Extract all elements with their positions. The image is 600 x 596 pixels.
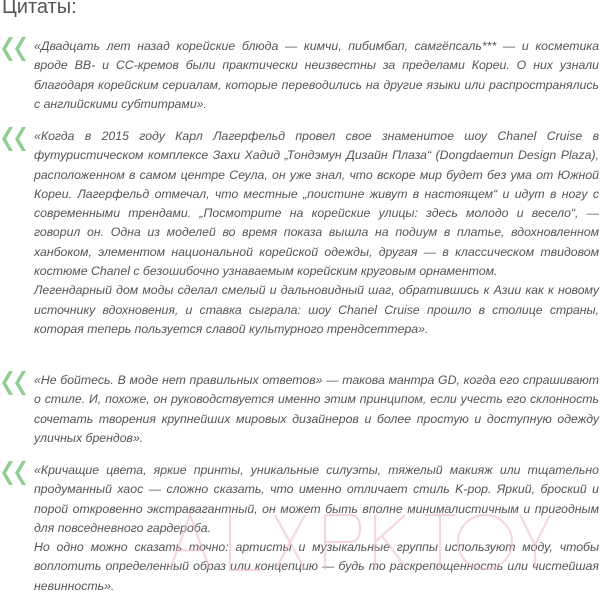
section-heading: Цитаты: [2, 0, 77, 18]
quote-text [34, 127, 599, 339]
quote-paragraph: Легендарный дом моды сделал смелый и дальновидный шаг, обратившись к Азии как к новому источнику вдохновения, и ставка сыграла: шоу Chanel Cruise прошло в столице страны, которая теперь пользуется славой культурного трендсеттера». [34, 283, 599, 336]
quote-paragraph: Но одно можно сказать точно: артисты и музыкальные группы используют моду, чтобы воплотить определенный образ или концепцию — будь то раскрепощенность или чистейшая невинность». [34, 540, 599, 593]
double-quote-icon [0, 34, 30, 64]
quote-text [34, 37, 599, 114]
quote-paragraph: «Не бойтесь. В моде нет правильных ответов» — такова мантра GD, когда его спрашивают о стиле. И, похоже, он руководствуется именно этим принципом, если учесть его склонность сочетать творения крупнейших мировых дизайнеров и более простую и доступную одежду уличных брендов». [34, 373, 599, 445]
quote-paragraph: «Двадцать лет назад корейские блюда — кимчи, пибимбап, самгёпсаль*** — и косметика вроде BB- и CC-кремов были практически неизвестны за пределами Кореи. О них узнали благодаря корейским сериалам, которые переводились на другие языки или распространялись с английскими субтитрами». [34, 39, 599, 111]
quote-paragraph: «Кричащие цвета, яркие принты, уникальные силуэты, тяжелый макияж или тщательно продуманный хаос — сложно сказать, что именно отличает стиль K-pop. Яркий, броский и порой откровенно экстравагантный, он может быть вполне минималистичным и пригодным для повседневного гардероба. [34, 463, 599, 535]
quote-text [34, 461, 599, 596]
double-quote-glyph [0, 34, 30, 64]
quote-text [34, 371, 599, 448]
double-quote-glyph [0, 124, 30, 154]
double-quote-glyph [0, 458, 30, 488]
double-quote-icon [0, 368, 30, 398]
quote-paragraph: «Когда в 2015 году Карл Лагерфельд провел свое знаменитое шоу Chanel Cruise в футуристическом комплексе Захи Хадид „Тондэмун Дизайн Плаза“ (Dongdaemun Design Plaza), расположенном в самом центре Сеула, он уже знал, что вскоре мир будет без ума от Южной Кореи. Лагерфельд отмечал, что местные „поистине живут в настоящем“ и идут в ногу с современными трендами. „Посмотрите на корейские улицы: здесь молодо и весело“, — говорил он. Одна из моделей во время показа вышла на подиум в платье, вдохновленном ханбоком, элементом национальной корейской одежды, другая — в классическом твидовом костюме Chanel с безошибочно узнаваемым корейским круговым орнаментом. [34, 129, 599, 279]
double-quote-icon [0, 124, 30, 154]
double-quote-icon [0, 458, 30, 488]
double-quote-glyph [0, 368, 30, 398]
